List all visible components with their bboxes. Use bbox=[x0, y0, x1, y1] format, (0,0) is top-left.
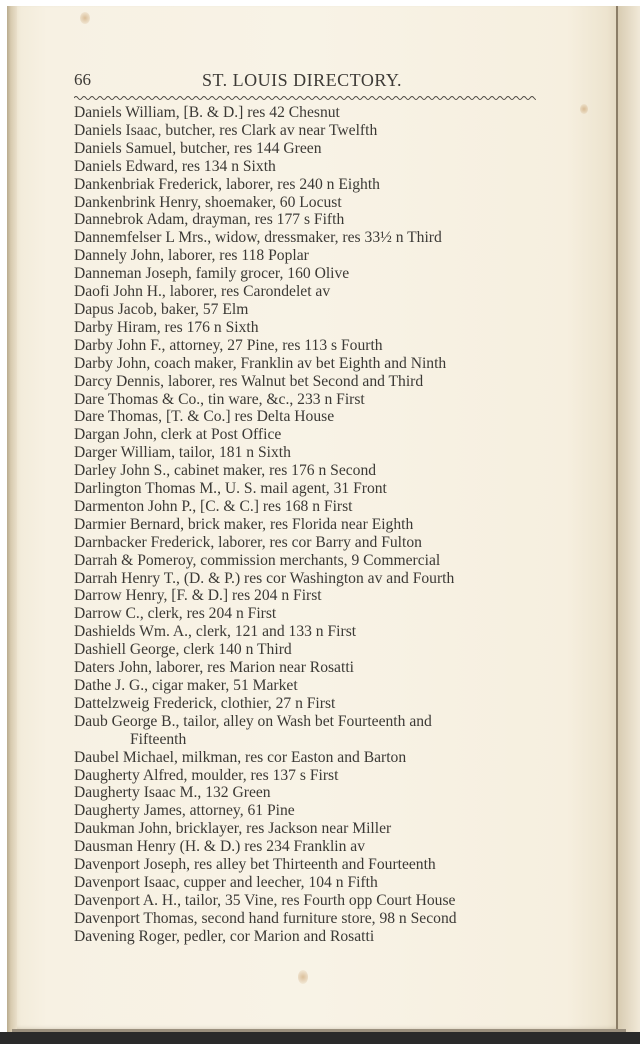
directory-entry: Dashiell George, clerk 140 n Third bbox=[74, 641, 292, 659]
directory-entry: Darby John F., attorney, 27 Pine, res 113 s Fourth bbox=[74, 336, 383, 354]
directory-entry: Daubel Michael, milkman, res cor Easton and Barton bbox=[74, 748, 407, 766]
directory-entry: Davenport Joseph, res alley bet Thirteenth and Fourteenth bbox=[74, 856, 436, 874]
directory-entry: Daub George B., tailor, alley on Wash bet Fourteenth and bbox=[74, 712, 432, 730]
directory-entry: Daugherty Isaac M., 132 Green bbox=[74, 784, 271, 802]
directory-entry: Darrah & Pomeroy, commission merchants, 9 Commercial bbox=[74, 551, 441, 569]
directory-entry: Darby Hiram, res 176 n Sixth bbox=[74, 318, 259, 336]
directory-entry: Darlington Thomas M., U. S. mail agent, 31 Front bbox=[74, 480, 387, 498]
foxing-stain bbox=[298, 970, 308, 984]
directory-entry: Daugherty Alfred, moulder, res 137 s First bbox=[74, 766, 339, 784]
directory-entry: Daukman John, bricklayer, res Jackson near Miller bbox=[74, 820, 392, 838]
directory-entry: Davenport A. H., tailor, 35 Vine, res Fourth opp Court House bbox=[74, 891, 456, 909]
directory-entry: Dapus Jacob, baker, 57 Elm bbox=[74, 300, 249, 318]
directory-entry: Dausman Henry (H. & D.) res 234 Franklin av bbox=[74, 838, 366, 856]
directory-entry: Darrow Henry, [F. & D.] res 204 n First bbox=[74, 587, 322, 605]
directory-entry: Dargan John, clerk at Post Office bbox=[74, 426, 282, 444]
directory-entry: Darger William, tailor, 181 n Sixth bbox=[74, 444, 291, 462]
directory-entry: Davenport Isaac, cupper and leecher, 104 n Fifth bbox=[74, 873, 378, 891]
directory-entry: Darmenton John P., [C. & C.] res 168 n First bbox=[74, 497, 353, 515]
directory-entry: Darnbacker Frederick, laborer, res cor Barry and Fulton bbox=[74, 533, 422, 551]
directory-entry: Dare Thomas, [T. & Co.] res Delta House bbox=[74, 408, 335, 426]
directory-entry: Darby John, coach maker, Franklin av bet Eighth and Ninth bbox=[74, 354, 447, 372]
directory-entry: Daniels William, [B. & D.] res 42 Chesnut bbox=[74, 104, 340, 121]
directory-entry: Darmier Bernard, brick maker, res Florida near Eighth bbox=[74, 515, 414, 533]
directory-entry: Dattelzweig Frederick, clothier, 27 n First bbox=[74, 694, 336, 712]
directory-entry: Dankenbrink Henry, shoemaker, 60 Locust bbox=[74, 193, 342, 211]
directory-entry: Dannebrok Adam, drayman, res 177 s Fifth bbox=[74, 211, 345, 229]
page-number: 66 bbox=[74, 70, 91, 89]
directory-entry: Daniels Edward, res 134 n Sixth bbox=[74, 157, 276, 175]
directory-entry: Daniels Isaac, butcher, res Clark av near Twelfth bbox=[74, 121, 378, 139]
directory-entry: Daniels Samuel, butcher, res 144 Green bbox=[74, 139, 322, 157]
directory-entry: Daofi John H., laborer, res Carondelet av bbox=[74, 283, 331, 301]
adjacent-page-edge bbox=[618, 6, 640, 1032]
directory-entry: Darcy Dennis, laborer, res Walnut bet Second and Third bbox=[74, 372, 424, 390]
directory-entry: Darley John S., cabinet maker, res 176 n Second bbox=[74, 462, 377, 480]
foxing-stain bbox=[80, 12, 90, 24]
directory-entry: Dashields Wm. A., clerk, 121 and 133 n First bbox=[74, 623, 357, 641]
directory-entry: Dankenbriak Frederick, laborer, res 240 n Eighth bbox=[74, 175, 380, 193]
wavy-header-rule bbox=[74, 94, 536, 102]
directory-entry: Darrow C., clerk, res 204 n First bbox=[74, 605, 277, 623]
foxing-stain bbox=[580, 104, 588, 114]
directory-entry: Davening Roger, pedler, cor Marion and Rosatti bbox=[74, 927, 375, 945]
scanner-backdrop bbox=[0, 1032, 640, 1044]
running-title: ST. LOUIS DIRECTORY. bbox=[202, 70, 403, 90]
directory-entries bbox=[74, 104, 544, 946]
directory-entry: Danneman Joseph, family grocer, 160 Olive bbox=[74, 265, 350, 283]
directory-entry: Dannely John, laborer, res 118 Poplar bbox=[74, 247, 309, 265]
directory-entry: Daugherty James, attorney, 61 Pine bbox=[74, 802, 295, 820]
directory-entry: Daters John, laborer, res Marion near Rosatti bbox=[74, 659, 354, 677]
directory-entry: Davenport Thomas, second hand furniture store, 98 n Second bbox=[74, 909, 457, 927]
directory-entry: Darrah Henry T., (D. & P.) res cor Washington av and Fourth bbox=[74, 569, 455, 587]
directory-entry: Dannemfelser L Mrs., widow, dressmaker, res 33½ n Third bbox=[74, 229, 442, 247]
page-left-edge bbox=[7, 6, 17, 1032]
directory-entry: Dare Thomas & Co., tin ware, &c., 233 n First bbox=[74, 390, 365, 408]
page-header bbox=[74, 68, 536, 92]
directory-entry: Dathe J. G., cigar maker, 51 Market bbox=[74, 677, 298, 694]
directory-entry-continuation: Fifteenth bbox=[130, 730, 187, 748]
